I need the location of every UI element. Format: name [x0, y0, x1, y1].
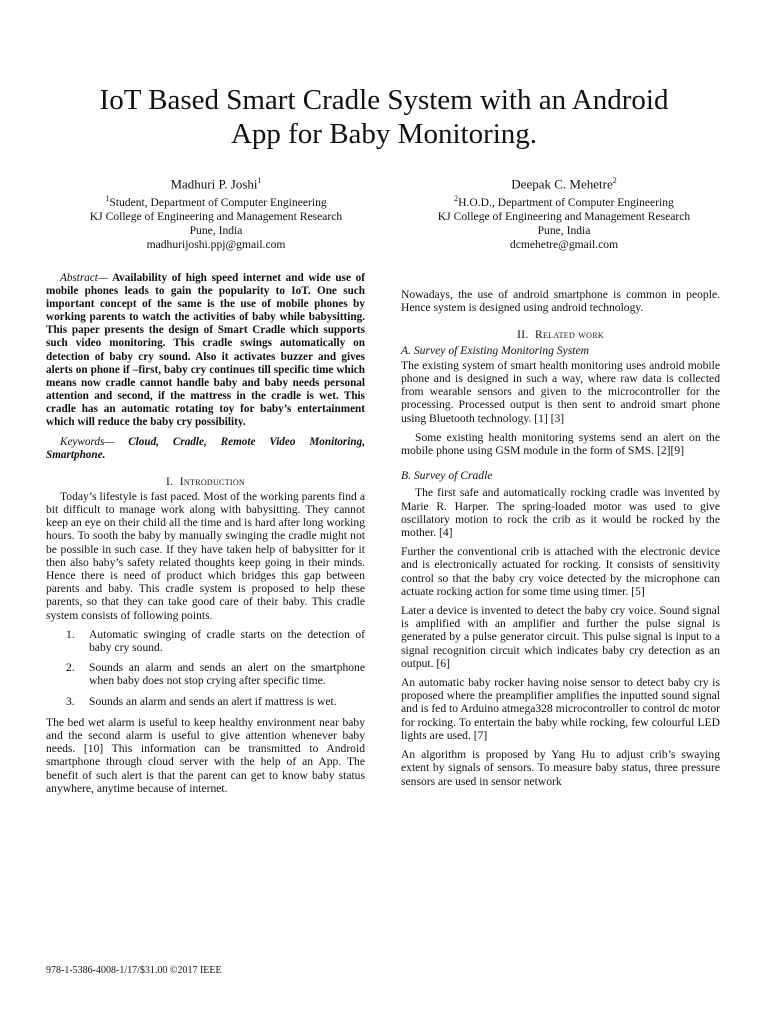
- paper-title: [60, 83, 708, 151]
- author-location: Pune, India: [537, 224, 591, 238]
- author-name: Madhuri P. Joshi$^1$: [170, 176, 262, 192]
- author-affiliation: $^1$Student, Department of Computer Engineering: [105, 194, 327, 210]
- title-line-2: App for Baby Monitoring.: [230, 118, 538, 151]
- abstract: Abstract— Availability of high speed internet and wide use of mobile phones leads to gain the popularity to IoT. One such important concept of the same is the use of mobile phones by working parents to watch the activities of baby while babysitting. This paper presents the design of Smart Cradle which supports such video monitoring. This cradle swings automatically on detection of baby cry sound. Also it activates buzzer and gives alerts on phone if –first, baby cry continues till specific time which means now cradle cannot handle baby and baby needs personal attention and second, if the mattress in the cradle is wet. This cradle has an automatic rotating toy for baby’s entertainment which will reduce the baby cry possibility.: [46, 272, 365, 429]
- intro-paragraph-2: The bed wet alarm is useful to keep healthy environment near baby and the second alarm is useful to give attention whenever baby needs. [10] This information can be transmitted to Android smartphone through cloud server with the help of an App. The benefit of such alert is that the parent can get to know baby status anywhere, anytime because of internet.: [46, 715, 365, 795]
- intro-paragraph-1: Today’s lifestyle is fast paced. Most of the working parents find a bit difficult to manage work along with babysitting. They cannot keep an eye on their child all the time and is hard after long working hours. To sooth the baby by manually swinging the cradle might not be possible in such case. If they have taken help of babysitter for it then also baby’s safety related thoughts keep going in their minds. Hence there is need of product which bridges this gap between parents and baby. This cradle system is proposed to help these parents, so that they can take good care of their baby. This cradle system consists of following points.: [46, 489, 365, 622]
- related-b-paragraph-1: The first safe and automatically rocking cradle was invented by Marie R. Harper. The spring-loaded motor was used to give oscillatory motion to rock the crib as it would be rocked by the mother. [4]: [401, 486, 720, 540]
- author-block-1: [66, 172, 366, 252]
- intro-points-list: [46, 628, 365, 708]
- list-item: 1. Automatic swinging of cradle starts on the detection of baby cry sound.: [66, 627, 365, 654]
- right-column: [401, 288, 720, 794]
- section-heading-introduction: I. Introduction: [166, 474, 245, 488]
- related-b-paragraph-5: An algorithm is proposed by Yang Hu to adjust crib’s swaying extent by signals of sensors. To measure baby status, three pressure sensors are used in sensor network: [401, 748, 720, 788]
- subsection-heading-b: B. Survey of Cradle: [401, 469, 493, 483]
- section-heading-related-work: II. Related work: [517, 328, 604, 342]
- author-email: dcmehetre@gmail.com: [509, 238, 619, 252]
- related-b-paragraph-2: Further the conventional crib is attached with the electronic device and is electronically actuated for rocking. It consists of sensitivity control so that the baby cry voice detected by the microphone can actuate rocking action for some time using timer. [5]: [401, 545, 720, 598]
- intro-paragraph-3: Nowadays, the use of android smartphone is common in people. Hence system is designed using android technology.: [401, 288, 720, 315]
- author-affiliation: $^2$H.O.D., Department of Computer Engineering: [454, 194, 674, 210]
- related-b-paragraph-3: Later a device is invented to detect the baby cry voice. Sound signal is amplified with an amplifier and further the pulse signal is generated by a pulse generator circuit. This pulse signal is input to a signal recognition circuit which indicates baby cry detection as an output. [6]: [401, 604, 720, 670]
- subsection-heading-a: A. Survey of Existing Monitoring System: [401, 343, 590, 357]
- left-column: [46, 272, 365, 801]
- keywords: Keywords— Cloud, Cradle, Remote Video Monitoring, Smartphone.: [46, 436, 365, 462]
- author-name: Deepak C. Mehetre$^2$: [511, 176, 617, 192]
- related-b-paragraph-4: An automatic baby rocker having noise sensor to detect baby cry is proposed where the preamplifier amplifies the inputted sound signal and is fed to Arduino atmega328 microcontroller to control dc motor for rocking. To entertain the baby while rocking, few colourful LED lights are used. [7]: [401, 676, 720, 742]
- list-item: 2. Sounds an alarm and sends an alert on the smartphone when baby does not stop crying after specific time.: [66, 661, 365, 688]
- title-line-1: IoT Based Smart Cradle System with an Android: [99, 84, 669, 117]
- author-institution: KJ College of Engineering and Management Research: [89, 210, 343, 224]
- related-a-paragraph-2: Some existing health monitoring systems send an alert on the mobile phone using GSM module in the form of SMS. [2][9]: [401, 430, 720, 458]
- related-a-paragraph-1: The existing system of smart health monitoring uses android mobile phone and is designed in such a way, where raw data is collected from wearable sensors and given to the microcontroller for the processing. Processed output is then sent to android smart phone using Bluetooth technology. [1] [3]: [401, 358, 720, 425]
- author-block-2: [414, 172, 714, 252]
- list-item: 3. Sounds an alarm and sends an alert if mattress is wet.: [66, 694, 337, 708]
- author-email: madhurijoshi.ppj@gmail.com: [146, 238, 286, 252]
- author-location: Pune, India: [189, 224, 243, 238]
- copyright-footer: 978-1-5386-4008-1/17/$31.00 ©2017 IEEE: [46, 965, 222, 976]
- author-institution: KJ College of Engineering and Management Research: [437, 210, 691, 224]
